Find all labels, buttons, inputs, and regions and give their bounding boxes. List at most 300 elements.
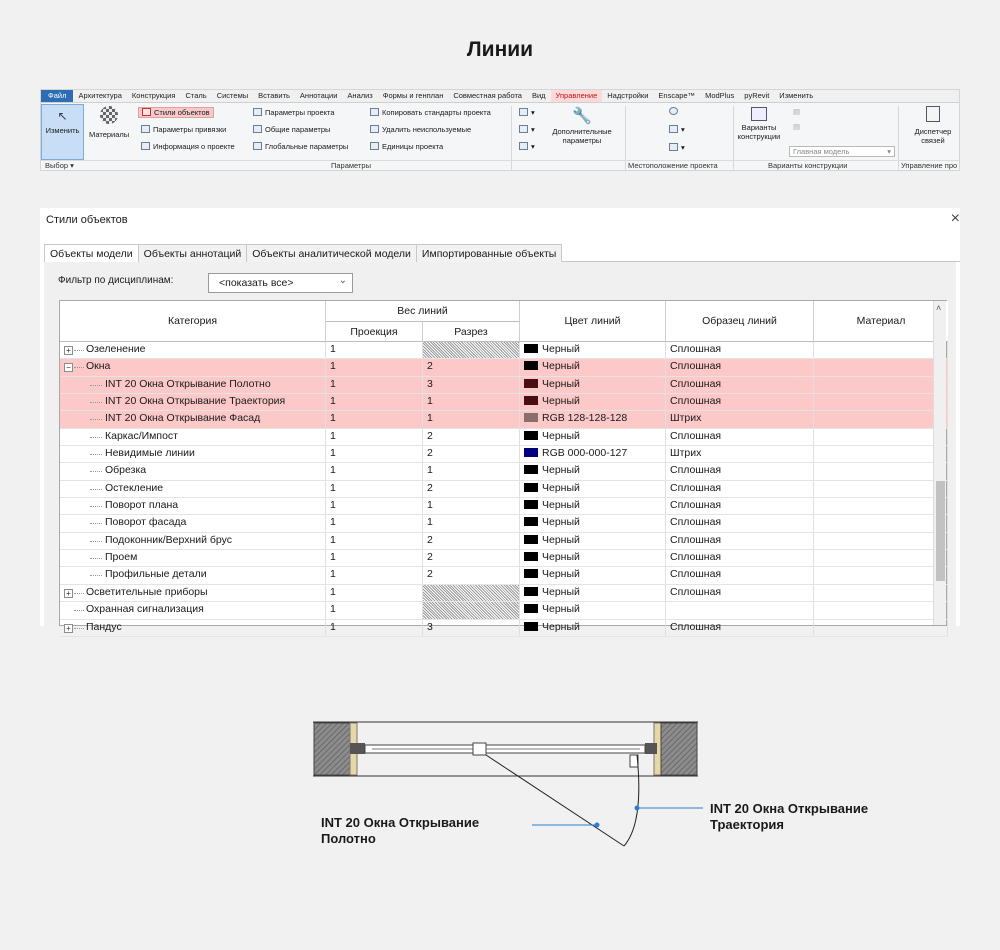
table-row[interactable] bbox=[60, 359, 948, 376]
cut-weight-cell[interactable] bbox=[423, 342, 520, 358]
materials-button[interactable] bbox=[89, 106, 129, 139]
materials-label: Материалы bbox=[89, 130, 130, 139]
additional-settings-label-1: Дополнительные bbox=[552, 127, 612, 136]
category-cell[interactable] bbox=[60, 394, 326, 410]
projection-weight-cell[interactable]: 1 bbox=[326, 394, 423, 410]
category-label: INT 20 Окна Открывание Полотно bbox=[105, 377, 271, 390]
line-color-label: Черный bbox=[542, 499, 580, 512]
projection-weight-cell[interactable]: 1 bbox=[326, 446, 423, 462]
link-manager-icon bbox=[926, 106, 940, 122]
material-cell[interactable] bbox=[814, 515, 948, 531]
coordinates-icon bbox=[669, 125, 678, 133]
category-label: Остекление bbox=[105, 481, 164, 494]
color-swatch bbox=[524, 379, 538, 388]
tree-connector bbox=[74, 593, 84, 594]
line-color-label: Черный bbox=[542, 620, 580, 633]
line-color-cell[interactable] bbox=[520, 394, 666, 410]
callout-dot-path bbox=[635, 806, 640, 811]
projection-weight-cell[interactable]: 1 bbox=[326, 550, 423, 566]
stack-icon-1 bbox=[519, 108, 528, 116]
expand-icon[interactable]: + bbox=[64, 624, 73, 633]
link-manager-label-2: связей bbox=[921, 136, 945, 145]
color-swatch bbox=[524, 587, 538, 596]
material-cell[interactable] bbox=[814, 359, 948, 375]
category-cell[interactable] bbox=[60, 342, 326, 358]
coordinates-button[interactable]: ▾ bbox=[669, 125, 685, 134]
cut-weight-cell[interactable]: 2 bbox=[423, 359, 520, 375]
cut-weight-cell[interactable] bbox=[423, 602, 520, 618]
cut-weight-cell[interactable]: 2 bbox=[423, 481, 520, 497]
material-cell[interactable] bbox=[814, 498, 948, 514]
cut-weight-cell[interactable]: 2 bbox=[423, 550, 520, 566]
global-params-label: Глобальные параметры bbox=[265, 142, 349, 151]
ribbon-tab[interactable]: Изменить bbox=[779, 91, 814, 100]
panel-settings-title: Параметры bbox=[331, 161, 371, 170]
table-row[interactable] bbox=[60, 567, 948, 584]
category-label: Осветительные приборы bbox=[86, 585, 208, 598]
line-color-cell[interactable] bbox=[520, 567, 666, 583]
line-color-cell[interactable] bbox=[520, 498, 666, 514]
panel-select-title[interactable]: Выбор ▾ bbox=[45, 161, 74, 170]
line-pattern-cell[interactable]: Сплошная bbox=[666, 550, 814, 566]
project-params-button[interactable] bbox=[253, 108, 335, 117]
ribbon-tab[interactable]: Вид bbox=[531, 91, 546, 100]
projection-weight-cell[interactable]: 1 bbox=[326, 377, 423, 393]
color-swatch bbox=[524, 569, 538, 578]
material-cell[interactable] bbox=[814, 463, 948, 479]
project-info-button[interactable] bbox=[141, 142, 235, 151]
tree-connector bbox=[90, 385, 102, 386]
line-color-cell[interactable] bbox=[520, 446, 666, 462]
table-row[interactable] bbox=[60, 620, 948, 637]
table-row[interactable] bbox=[60, 463, 948, 480]
category-cell[interactable] bbox=[60, 377, 326, 393]
callout-sash-line-1: INT 20 Окна Открывание bbox=[321, 815, 480, 830]
line-color-cell[interactable] bbox=[520, 342, 666, 358]
table-row[interactable] bbox=[60, 394, 948, 411]
line-pattern-cell[interactable]: Сплошная bbox=[666, 481, 814, 497]
ribbon-tab[interactable]: ModPlus bbox=[705, 91, 735, 100]
line-pattern-cell[interactable]: Сплошная bbox=[666, 620, 814, 636]
ribbon-tab[interactable]: Управление bbox=[551, 90, 603, 102]
mullion bbox=[473, 743, 486, 755]
material-cell[interactable] bbox=[814, 620, 948, 636]
tree-connector bbox=[74, 350, 84, 351]
dialog-tab[interactable]: Объекты аннотаций bbox=[138, 244, 248, 262]
line-pattern-cell[interactable]: Сплошная bbox=[666, 567, 814, 583]
tree-connector bbox=[90, 558, 102, 559]
page-title: Линии bbox=[466, 38, 534, 61]
category-cell[interactable] bbox=[60, 620, 326, 636]
cut-weight-cell[interactable]: 1 bbox=[423, 394, 520, 410]
chevron-down-icon: ⌄ bbox=[338, 275, 347, 286]
material-cell[interactable] bbox=[814, 585, 948, 601]
project-units-label: Единицы проекта bbox=[382, 142, 444, 151]
callout-path-line-2: Траектория bbox=[710, 817, 785, 832]
cut-weight-cell[interactable]: 2 bbox=[423, 567, 520, 583]
shared-params-icon bbox=[253, 125, 262, 133]
header-line-weight: Вес линий bbox=[326, 301, 520, 322]
cut-weight-cell[interactable]: 1 bbox=[423, 411, 520, 427]
ribbon-tab[interactable]: Файл bbox=[41, 90, 73, 102]
category-cell[interactable] bbox=[60, 498, 326, 514]
cut-weight-cell[interactable]: 1 bbox=[423, 515, 520, 531]
callout-path bbox=[710, 801, 868, 833]
projection-weight-cell[interactable]: 1 bbox=[326, 481, 423, 497]
line-color-cell[interactable] bbox=[520, 585, 666, 601]
table-row[interactable] bbox=[60, 411, 948, 428]
design-option-small-1: ▤ bbox=[793, 107, 801, 116]
category-label: Охранная сигнализация bbox=[86, 603, 204, 616]
globe-icon bbox=[669, 107, 678, 115]
line-pattern-cell[interactable]: Сплошная bbox=[666, 342, 814, 358]
material-cell[interactable] bbox=[814, 394, 948, 410]
panel-select-label: Выбор bbox=[45, 161, 69, 170]
line-color-cell[interactable] bbox=[520, 411, 666, 427]
line-color-cell[interactable] bbox=[520, 377, 666, 393]
tree-connector bbox=[90, 402, 102, 403]
table-row[interactable] bbox=[60, 481, 948, 498]
line-color-label: Черный bbox=[542, 568, 580, 581]
color-swatch bbox=[524, 396, 538, 405]
tree-connector bbox=[90, 541, 102, 542]
tree-connector bbox=[74, 610, 84, 611]
material-cell[interactable] bbox=[814, 567, 948, 583]
projection-weight-cell[interactable]: 1 bbox=[326, 567, 423, 583]
object-styles-dialog bbox=[40, 208, 960, 633]
projection-weight-cell[interactable]: 1 bbox=[326, 515, 423, 531]
category-label: Невидимые линии bbox=[105, 447, 195, 460]
tab-panel bbox=[44, 262, 956, 633]
material-cell[interactable] bbox=[814, 446, 948, 462]
line-color-label: Черный bbox=[542, 343, 580, 355]
panel-location-title: Местоположение проекта bbox=[628, 161, 718, 170]
header-category[interactable]: Категория bbox=[60, 301, 326, 342]
tree-connector bbox=[90, 471, 102, 472]
table-row[interactable] bbox=[60, 533, 948, 550]
color-swatch bbox=[524, 604, 538, 613]
category-label: Поворот фасада bbox=[105, 516, 187, 529]
link-manager-label-1: Диспетчер bbox=[914, 127, 952, 136]
callout-path-line-1: INT 20 Окна Открывание bbox=[710, 801, 869, 816]
dialog-tab[interactable]: Импортированные объекты bbox=[416, 244, 562, 262]
line-color-cell[interactable] bbox=[520, 463, 666, 479]
callout-sash bbox=[321, 815, 479, 847]
line-color-cell[interactable] bbox=[520, 481, 666, 497]
line-color-label: Черный bbox=[542, 464, 580, 477]
table-row[interactable] bbox=[60, 342, 948, 359]
line-color-label: Черный bbox=[542, 551, 580, 564]
table-row[interactable] bbox=[60, 377, 948, 394]
header-cut[interactable]: Разрез bbox=[423, 322, 520, 342]
material-cell[interactable] bbox=[814, 602, 948, 618]
category-cell[interactable] bbox=[60, 550, 326, 566]
line-color-cell[interactable] bbox=[520, 515, 666, 531]
ribbon-tab[interactable]: Формы и генплан bbox=[382, 91, 444, 100]
line-pattern-cell[interactable]: Сплошная bbox=[666, 585, 814, 601]
line-color-label: RGB 128-128-128 bbox=[542, 412, 628, 425]
category-label: Обрезка bbox=[105, 464, 147, 477]
transfer-standards-label: Копировать стандарты проекта bbox=[382, 108, 491, 117]
object-styles-icon bbox=[142, 108, 151, 116]
ribbon-tab[interactable]: Вставить bbox=[258, 91, 290, 100]
design-option-small-2: ▤ bbox=[793, 122, 801, 131]
material-cell[interactable] bbox=[814, 550, 948, 566]
tree-connector bbox=[90, 489, 102, 490]
design-options-button[interactable] bbox=[735, 107, 783, 141]
ribbon-panel-titles bbox=[41, 160, 959, 171]
additional-settings-label-2: параметры bbox=[562, 136, 602, 145]
purge-unused-label: Удалить неиспользуемые bbox=[382, 125, 472, 134]
color-swatch bbox=[524, 552, 538, 561]
main-model-combo[interactable] bbox=[789, 146, 895, 157]
scroll-up-icon[interactable]: ˄ bbox=[936, 303, 942, 313]
ribbon-tab[interactable]: Enscape™ bbox=[658, 91, 696, 100]
location-button[interactable] bbox=[669, 107, 681, 116]
line-color-label: Черный bbox=[542, 429, 580, 442]
ribbon-tab[interactable]: Архитектура bbox=[78, 91, 122, 100]
category-cell[interactable] bbox=[60, 463, 326, 479]
category-label: Окна bbox=[86, 360, 111, 373]
snaps-icon bbox=[141, 125, 150, 133]
projection-weight-cell[interactable]: 1 bbox=[326, 429, 423, 445]
line-pattern-cell[interactable]: Сплошная bbox=[666, 429, 814, 445]
shared-params-button[interactable] bbox=[253, 125, 330, 134]
snaps-label: Параметры привязки bbox=[153, 125, 227, 134]
cut-weight-cell[interactable] bbox=[423, 585, 520, 601]
category-label: INT 20 Окна Открывание Фасад bbox=[105, 412, 261, 425]
table-row[interactable] bbox=[60, 550, 948, 567]
ribbon-tab[interactable]: Аннотации bbox=[299, 91, 338, 100]
callout-dot-sash bbox=[595, 823, 600, 828]
close-icon[interactable]: × bbox=[950, 210, 960, 227]
projection-weight-cell[interactable]: 1 bbox=[326, 620, 423, 636]
cut-weight-cell[interactable]: 2 bbox=[423, 446, 520, 462]
main-model-value: Главная модель bbox=[793, 147, 850, 156]
frame-left bbox=[350, 743, 365, 754]
category-cell[interactable] bbox=[60, 585, 326, 601]
cut-weight-cell[interactable]: 1 bbox=[423, 498, 520, 514]
line-color-label: Черный bbox=[542, 377, 580, 390]
dialog-title: Стили объектов bbox=[46, 214, 128, 226]
category-cell[interactable] bbox=[60, 602, 326, 618]
additional-settings-button[interactable] bbox=[546, 106, 618, 145]
line-color-cell[interactable] bbox=[520, 359, 666, 375]
chevron-down-icon: ▾ bbox=[887, 147, 891, 156]
header-line-color[interactable]: Цвет линий bbox=[520, 301, 666, 342]
table-row[interactable] bbox=[60, 602, 948, 619]
header-material[interactable]: Материал bbox=[814, 301, 948, 342]
shared-params-label: Общие параметры bbox=[265, 125, 331, 134]
line-pattern-cell[interactable]: Штрих bbox=[666, 411, 814, 427]
discipline-filter-select[interactable] bbox=[208, 273, 353, 293]
color-swatch bbox=[524, 431, 538, 440]
header-projection[interactable]: Проекция bbox=[326, 322, 423, 342]
stack-button-2[interactable]: ▾ bbox=[519, 125, 535, 134]
modify-label: Изменить bbox=[45, 126, 80, 135]
category-label: Проем bbox=[105, 551, 138, 564]
color-swatch bbox=[524, 535, 538, 544]
tree-connector bbox=[90, 506, 102, 507]
category-label: Озеленение bbox=[86, 343, 146, 355]
ribbon-tab-bar bbox=[41, 90, 959, 103]
line-pattern-cell[interactable]: Сплошная bbox=[666, 463, 814, 479]
global-params-icon bbox=[253, 142, 262, 150]
dialog-tab[interactable]: Объекты аналитической модели bbox=[246, 244, 417, 262]
projection-weight-cell[interactable]: 1 bbox=[326, 463, 423, 479]
category-label: Подоконник/Верхний брус bbox=[105, 533, 233, 546]
projection-weight-cell[interactable]: 1 bbox=[326, 533, 423, 549]
material-cell[interactable] bbox=[814, 411, 948, 427]
wall-right bbox=[661, 723, 697, 775]
line-pattern-cell[interactable]: Сплошная bbox=[666, 515, 814, 531]
panel-manage-title: Управление про bbox=[901, 161, 958, 170]
purge-unused-button[interactable] bbox=[370, 125, 471, 134]
ribbon bbox=[40, 89, 960, 171]
position-icon bbox=[669, 143, 678, 151]
line-color-cell[interactable] bbox=[520, 620, 666, 636]
material-cell[interactable] bbox=[814, 429, 948, 445]
table-body bbox=[60, 342, 948, 637]
ribbon-tab[interactable]: Системы bbox=[216, 91, 249, 100]
ribbon-tab[interactable]: Анализ bbox=[347, 91, 373, 100]
project-info-icon bbox=[141, 142, 150, 150]
modify-button[interactable]: ↖ Изменить bbox=[41, 104, 84, 160]
cut-weight-cell[interactable]: 2 bbox=[423, 533, 520, 549]
design-options-icon bbox=[751, 107, 767, 121]
stack-icon-2 bbox=[519, 125, 528, 133]
material-cell[interactable] bbox=[814, 481, 948, 497]
line-color-cell[interactable] bbox=[520, 429, 666, 445]
filter-label: Фильтр по дисциплинам: bbox=[58, 275, 174, 286]
table-row[interactable] bbox=[60, 446, 948, 463]
project-units-button[interactable] bbox=[370, 142, 443, 151]
line-pattern-cell[interactable]: Сплошная bbox=[666, 394, 814, 410]
material-cell[interactable] bbox=[814, 533, 948, 549]
callout-sash-line-2: Полотно bbox=[321, 831, 376, 846]
color-swatch bbox=[524, 413, 538, 422]
table-row[interactable] bbox=[60, 429, 948, 446]
material-cell[interactable] bbox=[814, 377, 948, 393]
vertical-scrollbar[interactable] bbox=[933, 301, 946, 625]
line-pattern-cell[interactable]: Сплошная bbox=[666, 533, 814, 549]
table-row[interactable] bbox=[60, 498, 948, 515]
projection-weight-cell[interactable]: 1 bbox=[326, 498, 423, 514]
line-pattern-cell[interactable]: Сплошная bbox=[666, 377, 814, 393]
tree-connector bbox=[90, 437, 102, 438]
category-cell[interactable] bbox=[60, 533, 326, 549]
object-styles-button[interactable] bbox=[138, 107, 214, 118]
tree-connector bbox=[90, 575, 102, 576]
transfer-standards-button[interactable] bbox=[370, 108, 491, 117]
projection-weight-cell[interactable]: 1 bbox=[326, 602, 423, 618]
color-swatch bbox=[524, 361, 538, 370]
material-cell[interactable] bbox=[814, 342, 948, 358]
category-cell[interactable] bbox=[60, 481, 326, 497]
panel-design-options-title: Варианты конструкции bbox=[768, 161, 848, 170]
category-cell[interactable] bbox=[60, 567, 326, 583]
category-label: Поворот плана bbox=[105, 499, 179, 512]
project-params-icon bbox=[253, 108, 262, 116]
materials-icon bbox=[100, 106, 118, 124]
line-color-cell[interactable] bbox=[520, 550, 666, 566]
snaps-button[interactable] bbox=[141, 125, 226, 134]
category-label: Профильные детали bbox=[105, 568, 207, 581]
link-manager-button[interactable] bbox=[907, 106, 959, 145]
wrench-icon: 🔧 bbox=[572, 108, 592, 125]
projection-weight-cell[interactable]: 1 bbox=[326, 585, 423, 601]
category-cell[interactable] bbox=[60, 515, 326, 531]
object-styles-table bbox=[59, 300, 947, 633]
position-button[interactable]: ▾ bbox=[669, 143, 685, 152]
ribbon-tab[interactable]: pyRevit bbox=[744, 91, 770, 100]
sash-line bbox=[486, 755, 624, 846]
tree-connector bbox=[74, 367, 84, 368]
line-color-label: Черный bbox=[542, 360, 580, 373]
color-swatch bbox=[524, 483, 538, 492]
design-options-label-1: Варианты bbox=[741, 123, 777, 132]
line-color-label: Черный bbox=[542, 585, 580, 598]
category-label: INT 20 Окна Открывание Траектория bbox=[105, 395, 286, 408]
ribbon-tab[interactable]: Конструкция bbox=[131, 91, 176, 100]
filter-value: <показать все> bbox=[219, 277, 294, 289]
ribbon-tab[interactable]: Надстройки bbox=[607, 91, 649, 100]
color-swatch bbox=[524, 344, 538, 353]
wall-left bbox=[314, 723, 350, 775]
line-pattern-cell[interactable]: Сплошная bbox=[666, 498, 814, 514]
stack-button-3[interactable]: ▾ bbox=[519, 142, 535, 151]
color-swatch bbox=[524, 448, 538, 457]
line-pattern-cell[interactable]: Сплошная bbox=[666, 359, 814, 375]
category-cell[interactable] bbox=[60, 359, 326, 375]
stack-button-1[interactable]: ▾ bbox=[519, 108, 535, 117]
projection-weight-cell[interactable]: 1 bbox=[326, 359, 423, 375]
line-pattern-cell[interactable] bbox=[666, 602, 814, 618]
expand-icon[interactable]: + bbox=[64, 346, 73, 355]
header-line-pattern[interactable]: Образец линий bbox=[666, 301, 814, 342]
cut-weight-cell[interactable]: 3 bbox=[423, 377, 520, 393]
ribbon-tab[interactable]: Сталь bbox=[185, 91, 207, 100]
scroll-thumb[interactable] bbox=[936, 481, 945, 581]
ribbon-tab[interactable]: Совместная работа bbox=[453, 91, 522, 100]
projection-weight-cell[interactable]: 1 bbox=[326, 411, 423, 427]
line-color-cell[interactable] bbox=[520, 602, 666, 618]
category-cell[interactable] bbox=[60, 446, 326, 462]
dialog-tab[interactable]: Объекты модели bbox=[44, 244, 139, 263]
category-cell[interactable] bbox=[60, 429, 326, 445]
line-pattern-cell[interactable]: Штрих bbox=[666, 446, 814, 462]
cut-weight-cell[interactable]: 1 bbox=[423, 463, 520, 479]
table-row[interactable] bbox=[60, 585, 948, 602]
line-color-label: Черный bbox=[542, 516, 580, 529]
global-params-button[interactable] bbox=[253, 142, 348, 151]
color-swatch bbox=[524, 517, 538, 526]
line-color-label: Черный bbox=[542, 395, 580, 408]
line-color-cell[interactable] bbox=[520, 533, 666, 549]
projection-weight-cell[interactable]: 1 bbox=[326, 342, 423, 358]
table-row[interactable] bbox=[60, 515, 948, 532]
category-cell[interactable] bbox=[60, 411, 326, 427]
tree-connector bbox=[90, 419, 102, 420]
tree-connector bbox=[90, 454, 102, 455]
tree-connector bbox=[74, 628, 84, 629]
collapse-icon[interactable]: − bbox=[64, 363, 73, 372]
color-swatch bbox=[524, 465, 538, 474]
line-color-label: Черный bbox=[542, 603, 580, 616]
expand-icon[interactable]: + bbox=[64, 589, 73, 598]
cut-weight-cell[interactable]: 3 bbox=[423, 620, 520, 636]
cut-weight-cell[interactable]: 2 bbox=[423, 429, 520, 445]
